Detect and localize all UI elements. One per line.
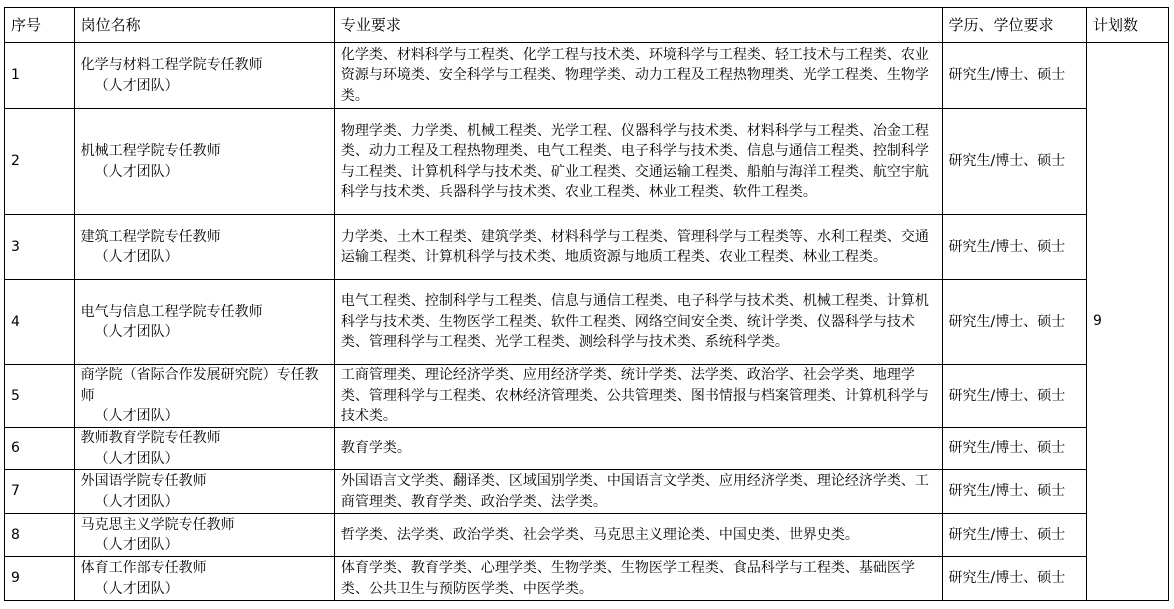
row-seq: 8 (5, 514, 75, 557)
row-post (74, 280, 334, 365)
row-major: 工商管理类、理论经济学类、应用经济学类、统计学类、法学类、政治学、社会学类、地理学类、管理科学与工程类、农林经济管理类、公共管理类、图书情报与档案管理类、计算机科学与技术类。 (334, 365, 942, 428)
table-row (5, 215, 1169, 280)
row-post (74, 428, 334, 470)
row-seq: 1 (5, 43, 75, 109)
row-major: 电气工程类、控制科学与工程类、信息与通信工程类、电子科学与技术类、机械工程类、计算机科学与技术类、生物医学工程类、软件工程类、网络空间安全类、统计学类、仪器科学与技术类、管理科学与工程类、光学工程类、测绘科学与技术类、系统科学类。 (334, 280, 942, 365)
row-degree: 研究生/博士、硕士 (942, 557, 1086, 601)
post-note: （人才团队） (94, 450, 179, 467)
post-title: 外国语学院专任教师 (80, 473, 207, 489)
row-degree: 研究生/博士、硕士 (942, 514, 1086, 557)
post-note: （人才团队） (94, 537, 179, 553)
row-seq: 9 (5, 557, 75, 601)
table-header-row (5, 8, 1169, 43)
row-post (74, 514, 334, 557)
row-major: 化学类、材料科学与工程类、化学工程与技术类、环境科学与工程类、轻工技术与工程类、农业资源与环境类、安全科学与工程类、物理学类、动力工程及工程热物理类、光学工程类、生物学类。 (334, 43, 942, 109)
row-post (74, 215, 334, 280)
row-post (74, 109, 334, 215)
row-major: 哲学类、法学类、政治学类、社会学类、马克思主义理论类、中国史类、世界史类。 (334, 514, 942, 557)
plan-count: 9 (1087, 43, 1169, 601)
row-degree: 研究生/博士、硕士 (942, 43, 1086, 109)
table-row (5, 470, 1169, 514)
post-title: 马克思主义学院专任教师 (80, 516, 235, 533)
row-seq: 6 (5, 428, 75, 470)
row-seq: 4 (5, 280, 75, 365)
post-note: （人才团队） (94, 493, 179, 510)
post-title: 商学院（省际合作发展研究院）专任教师 (80, 367, 319, 404)
header-post: 岗位名称 (74, 8, 334, 43)
row-degree: 研究生/博士、硕士 (942, 365, 1086, 428)
post-note: （人才团队） (94, 408, 179, 425)
table-row (5, 109, 1169, 215)
row-major: 体育学类、教育学类、心理学类、生物学类、生物医学工程类、食品科学与工程类、基础医学类、公共卫生与预防医学类、中医学类。 (334, 557, 942, 601)
post-title: 建筑工程学院专任教师 (80, 228, 221, 245)
post-title: 电气与信息工程学院专任教师 (80, 303, 263, 320)
row-major: 教育学类。 (334, 428, 942, 470)
row-degree: 研究生/博士、硕士 (942, 280, 1086, 365)
post-note: （人才团队） (94, 580, 179, 597)
table-row (5, 428, 1169, 470)
row-post (74, 365, 334, 428)
header-count: 计划数 (1087, 8, 1169, 43)
row-major: 外国语言文学类、翻译类、区域国别学类、中国语言文学类、应用经济学类、理论经济学类、工商管理类、教育学类、政治学类、法学类。 (334, 470, 942, 514)
post-note: （人才团队） (94, 324, 179, 340)
row-post (74, 43, 334, 109)
post-title: 体育工作部专任教师 (80, 560, 207, 576)
row-degree: 研究生/博士、硕士 (942, 215, 1086, 280)
header-degree: 学历、学位要求 (942, 8, 1086, 43)
recruitment-table (4, 7, 1169, 601)
post-note: （人才团队） (94, 77, 179, 94)
row-major: 力学类、土木工程类、建筑学类、材料科学与工程类、管理科学与工程类等、水利工程类、交通运输工程类、计算机科学与技术类、地质资源与地质工程类、农业工程类、林业工程类。 (334, 215, 942, 280)
row-post (74, 470, 334, 514)
header-major: 专业要求 (334, 8, 942, 43)
post-note: （人才团队） (94, 163, 179, 180)
post-title: 化学与材料工程学院专任教师 (80, 57, 263, 73)
row-seq: 5 (5, 365, 75, 428)
row-major: 物理学类、力学类、机械工程类、光学工程、仪器科学与技术类、材料科学与工程类、冶金工程类、动力工程及工程热物理类、电气工程类、电子科学与技术类、信息与通信工程类、控制科学与工程类、计算机科学与技术类、矿业工程类、交通运输工程类、船舶与海洋工程类、航空宇航科学与技术类、兵器科学与技术类、农业工程类、林业工程类、软件工程类。 (334, 109, 942, 215)
table-row (5, 280, 1169, 365)
post-title: 机械工程学院专任教师 (80, 143, 221, 159)
row-degree: 研究生/博士、硕士 (942, 428, 1086, 470)
row-degree: 研究生/博士、硕士 (942, 109, 1086, 215)
row-degree: 研究生/博士、硕士 (942, 470, 1086, 514)
table-row (5, 365, 1169, 428)
table-row (5, 514, 1169, 557)
row-seq: 3 (5, 215, 75, 280)
post-title: 教师教育学院专任教师 (80, 430, 221, 446)
row-seq: 7 (5, 470, 75, 514)
row-post (74, 557, 334, 601)
post-note: （人才团队） (94, 249, 179, 265)
table-row (5, 557, 1169, 601)
table-row (5, 43, 1169, 109)
row-seq: 2 (5, 109, 75, 215)
header-seq: 序号 (5, 8, 75, 43)
